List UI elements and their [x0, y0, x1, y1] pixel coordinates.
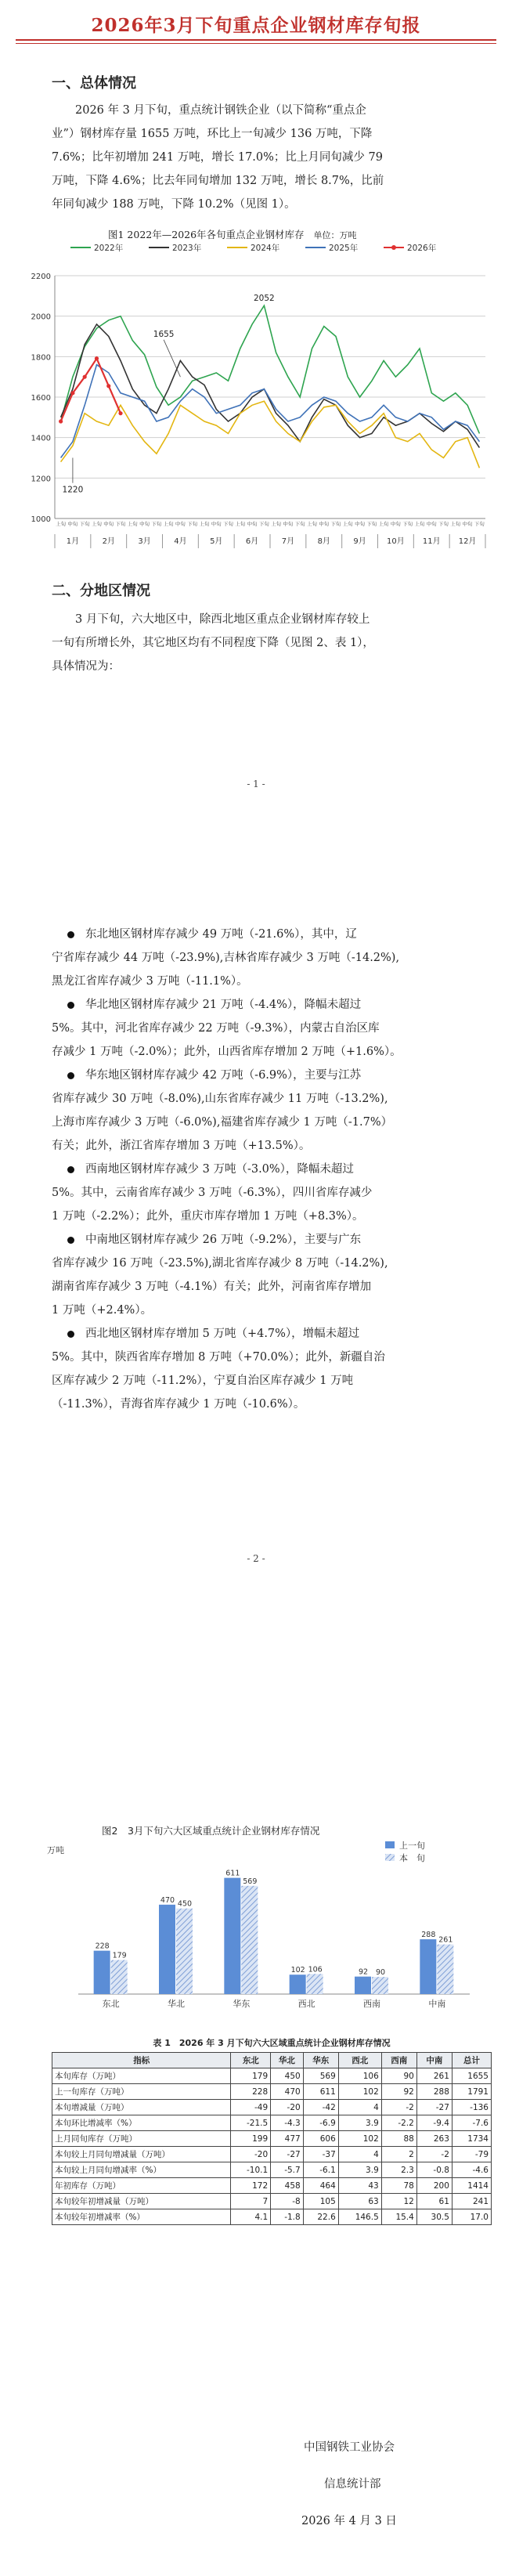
table-row	[52, 2100, 492, 2115]
bar-value-label: 90	[375, 1968, 386, 1978]
value-cell: 200	[416, 2178, 452, 2194]
x-period-label: 中旬	[319, 521, 330, 527]
value-cell: -0.8	[416, 2162, 452, 2178]
value-cell: -4.3	[271, 2115, 304, 2131]
bullet-dot	[67, 1002, 74, 1009]
value-cell: -42	[303, 2100, 338, 2115]
value-cell: 61	[416, 2194, 452, 2209]
value-cell: 1414	[452, 2178, 491, 2194]
value-cell: -4.6	[452, 2162, 491, 2178]
table-row	[52, 2178, 492, 2194]
series-point	[70, 391, 74, 395]
page-number: - 2 -	[247, 1553, 265, 1564]
y-axis-label: 万吨	[47, 1845, 64, 1855]
table-header-cell: 华东	[303, 2053, 338, 2068]
bullet-southwest: 西南地区钢材库存减少 3 万吨（-3.0%），降幅未超过 5%。其中，云南省库存减少 3 万吨（-6.3%），四川省库存减少 1 万吨（-2.2%）；此外，重庆市库存增加 1 万吨（+8.3%）。	[52, 1163, 373, 1223]
value-cell: 4	[338, 2100, 381, 2115]
value-cell: -2	[381, 2100, 416, 2115]
bar	[290, 1974, 306, 1994]
table-header-cell: 西南	[381, 2053, 416, 2068]
bullet-north: 华北地区钢材库存减少 21 万吨（-4.4%），降幅未超过 5%。其中，河北省库存减少 22 万吨（-9.3%），内蒙古自治区库 存减少 1 万吨（-2.0%）；此外，山西省库存增加 2 万吨（+1.6%）。	[52, 999, 402, 1058]
y-tick-label: 2000	[31, 313, 51, 322]
value-cell: 228	[231, 2084, 271, 2100]
value-cell: 450	[271, 2068, 304, 2084]
x-period-label: 上旬	[271, 521, 282, 527]
bar-value-label: 470	[160, 1895, 175, 1905]
value-cell: -2.2	[381, 2115, 416, 2131]
value-cell: 90	[381, 2068, 416, 2084]
para-line: 一旬有所增长外，其它地区均有不同程度下降（见图 2、表 1），	[52, 637, 374, 649]
value-cell: 63	[338, 2194, 381, 2209]
x-period-label: 中旬	[67, 521, 78, 527]
legend-entry	[149, 243, 202, 253]
signature-date: 2026 年 4 月 3 日	[301, 2515, 397, 2527]
value-cell: 477	[271, 2131, 304, 2147]
chart1-line-chart	[23, 240, 493, 569]
x-period-label: 下旬	[366, 521, 377, 527]
value-cell: 2	[381, 2147, 416, 2162]
bullet-east: 华东地区钢材库存减少 42 万吨（-6.9%），主要与江苏 省库存减少 30 万吨（-8.0%),山东省库存减少 11 万吨（-13.2%), 上海市库存减少 3 万吨（-6.0%),福建省库存减少 1 万吨（-1.7%） 有关；此外，浙江省库存增加 3 万吨（+13.5%）。	[52, 1069, 393, 1152]
value-cell: -8	[271, 2194, 304, 2209]
value-cell: 12	[381, 2194, 416, 2209]
bullet-dot	[67, 1237, 74, 1244]
row-label-cell: 本旬较年初增减量（万吨）	[52, 2194, 231, 2209]
bar-value-label: 261	[438, 1935, 453, 1945]
bar	[355, 1977, 371, 1994]
title-rule-bottom	[16, 43, 496, 44]
bullet-dot	[67, 1072, 74, 1079]
legend-marker	[391, 245, 396, 250]
bullet-northeast: 东北地区钢材库存减少 49 万吨（-21.6%），其中，辽 宁省库存减少 44 万吨（-23.9%),吉林省库存减少 3 万吨（-14.2%), 黑龙江省库存减少 3 万吨（-11.1%）。	[52, 928, 400, 988]
value-cell: -37	[303, 2147, 338, 2162]
x-period-label: 上旬	[56, 521, 67, 527]
value-cell: 464	[303, 2178, 338, 2194]
table-header-cell: 指标	[52, 2053, 231, 2068]
bar	[307, 1974, 323, 1994]
value-cell: 2.3	[381, 2162, 416, 2178]
x-period-label: 下旬	[402, 521, 413, 527]
legend-label: 本 旬	[399, 1853, 425, 1863]
value-cell: -49	[231, 2100, 271, 2115]
section2-heading: 二、分地区情况	[52, 583, 150, 599]
table-row	[52, 2209, 492, 2225]
category-label: 华东	[233, 1999, 251, 2009]
series-line	[61, 324, 480, 448]
section1-heading: 一、总体情况	[52, 75, 136, 92]
bar	[241, 1886, 258, 1994]
bar	[224, 1878, 240, 1994]
row-label-cell: 本旬库存（万吨）	[52, 2068, 231, 2084]
x-period-label: 中旬	[283, 521, 294, 527]
x-period-label: 上旬	[414, 521, 425, 527]
bar	[94, 1951, 110, 1994]
x-period-label: 上旬	[127, 521, 138, 527]
bullet-central-south: 中南地区钢材库存减少 26 万吨（-9.2%），主要与广东 省库存减少 16 万吨（-23.5%),湖北省库存减少 8 万吨（-14.2%), 湖南省库存减少 3 万吨（-4.1%）有关；此外，河南省库存增加 1 万吨（+2.4%）。	[52, 1234, 388, 1317]
signature-org: 中国钢铁工业协会	[304, 2441, 395, 2454]
value-cell: 288	[416, 2084, 452, 2100]
series-line	[61, 305, 480, 433]
value-cell: 22.6	[303, 2209, 338, 2225]
legend-label: 2024年	[251, 244, 280, 253]
value-cell: -5.7	[271, 2162, 304, 2178]
value-cell: 241	[452, 2194, 491, 2209]
value-cell: 15.4	[381, 2209, 416, 2225]
para-line: 万吨，下降 4.6%；比去年同旬增加 132 万吨，增长 8.7%，比前	[52, 175, 384, 187]
value-cell: 458	[271, 2178, 304, 2194]
value-cell: 261	[416, 2068, 452, 2084]
series-point	[83, 375, 87, 379]
x-period-label: 中旬	[247, 521, 258, 527]
section2-intro	[52, 608, 490, 678]
table-row	[52, 2131, 492, 2147]
annotation-label: 2052	[253, 294, 275, 304]
chart1-title: 图1 2022年—2026年各旬重点企业钢材库存 单位：万吨	[108, 229, 357, 240]
value-cell: 4	[338, 2147, 381, 2162]
value-cell: -27	[271, 2147, 304, 2162]
table-row	[52, 2084, 492, 2100]
x-period-label: 中旬	[139, 521, 150, 527]
table-header-cell: 西北	[338, 2053, 381, 2068]
para-line: 3 月下旬，六大地区中，除西北地区重点企业钢材库存较上	[75, 613, 370, 626]
value-cell: 1734	[452, 2131, 491, 2147]
bar	[111, 1960, 128, 1994]
series-line	[61, 401, 480, 468]
x-period-label: 上旬	[306, 521, 317, 527]
legend-label: 2022年	[94, 244, 124, 253]
y-tick-label: 1000	[31, 515, 51, 524]
value-cell: 92	[381, 2084, 416, 2100]
row-label-cell: 年初库存（万吨）	[52, 2178, 231, 2194]
x-period-label: 中旬	[390, 521, 401, 527]
value-cell: 105	[303, 2194, 338, 2209]
x-period-label: 中旬	[355, 521, 366, 527]
title-rule-top	[16, 39, 496, 41]
x-period-label: 上旬	[378, 521, 389, 527]
value-cell: 7	[231, 2194, 271, 2209]
bar-value-label: 179	[112, 1951, 127, 1960]
value-cell: 4.1	[231, 2209, 271, 2225]
y-tick-label: 1400	[31, 434, 51, 443]
x-period-label: 下旬	[151, 521, 162, 527]
value-cell: -21.5	[231, 2115, 271, 2131]
para-line: 具体情况为：	[52, 660, 120, 673]
value-cell: 30.5	[416, 2209, 452, 2225]
category-label: 中南	[428, 1999, 446, 2009]
x-month-label: 9月	[353, 537, 366, 546]
page-number: - 1 -	[247, 779, 265, 789]
value-cell: -10.1	[231, 2162, 271, 2178]
x-period-label: 下旬	[79, 521, 90, 527]
value-cell: 179	[231, 2068, 271, 2084]
value-cell: 1655	[452, 2068, 491, 2084]
row-label-cell: 上月同旬库存（万吨）	[52, 2131, 231, 2147]
value-cell: 611	[303, 2084, 338, 2100]
para-line: 2026 年 3 月下旬，重点统计钢铁企业（以下简称“重点企	[75, 104, 366, 117]
bar	[176, 1909, 193, 1994]
x-period-label: 下旬	[438, 521, 449, 527]
value-cell: 146.5	[338, 2209, 381, 2225]
value-cell: 1791	[452, 2084, 491, 2100]
legend-swatch	[385, 1841, 395, 1848]
value-cell: 102	[338, 2084, 381, 2100]
category-label: 西北	[297, 1999, 315, 2009]
category-label: 东北	[102, 1999, 120, 2009]
value-cell: -20	[271, 2100, 304, 2115]
series-point	[59, 419, 63, 423]
report-title: 2026年3月下旬重点企业钢材库存旬报	[91, 15, 421, 36]
x-period-label: 中旬	[211, 521, 222, 527]
bar-value-label: 92	[358, 1967, 369, 1977]
x-month-label: 11月	[422, 537, 441, 546]
x-period-label: 上旬	[450, 521, 461, 527]
value-cell: 569	[303, 2068, 338, 2084]
x-month-label: 2月	[102, 537, 115, 546]
legend-entry	[384, 243, 437, 253]
para-line: 7.6%；比年初增加 241 万吨，增长 17.0%；比上月同旬减少 79	[52, 151, 383, 164]
x-month-label: 8月	[317, 537, 330, 546]
table1	[52, 2052, 492, 2225]
value-cell: 3.9	[338, 2115, 381, 2131]
bar-value-label: 106	[308, 1965, 323, 1974]
x-period-label: 下旬	[115, 521, 126, 527]
bullet-dot	[67, 1331, 74, 1338]
x-period-label: 上旬	[163, 521, 174, 527]
table-header-row	[52, 2053, 492, 2068]
x-period-label: 上旬	[199, 521, 210, 527]
table-row	[52, 2194, 492, 2209]
value-cell: 102	[338, 2131, 381, 2147]
annotation-label: 1655	[153, 329, 175, 339]
bar-value-label: 569	[243, 1877, 258, 1886]
bullet-northwest: 西北地区钢材库存增加 5 万吨（+4.7%），增幅未超过 5%。其中，陕西省库存增加 8 万吨（+70.0%）；此外，新疆自治 区库存减少 2 万吨（-11.2%），宁夏自治区库存减少 1 万吨 （-11.3%），青海省库存减少 1 万吨（-10.6%）。	[52, 1328, 385, 1411]
legend-label: 上一旬	[399, 1841, 425, 1851]
legend-label: 2026年	[407, 244, 437, 253]
value-cell: 78	[381, 2178, 416, 2194]
value-cell: 606	[303, 2131, 338, 2147]
x-month-label: 7月	[281, 537, 295, 546]
value-cell: 263	[416, 2131, 452, 2147]
row-label-cell: 上一旬库存（万吨）	[52, 2084, 231, 2100]
bar-value-label: 228	[95, 1942, 110, 1951]
x-period-label: 上旬	[342, 521, 353, 527]
value-cell: 17.0	[452, 2209, 491, 2225]
section1-paragraph	[52, 99, 490, 216]
value-cell: -20	[231, 2147, 271, 2162]
bar	[159, 1905, 175, 1994]
series-point	[106, 384, 110, 388]
table-row	[52, 2147, 492, 2162]
row-label-cell: 本旬较上月同旬增减率（%）	[52, 2162, 231, 2178]
x-period-label: 上旬	[235, 521, 246, 527]
bar-value-label: 288	[421, 1931, 436, 1940]
x-month-label: 10月	[387, 537, 405, 546]
table-row	[52, 2068, 492, 2084]
y-tick-label: 2200	[31, 273, 51, 281]
value-cell: -9.4	[416, 2115, 452, 2131]
chart2-title: 图2 3月下旬六大区域重点统计企业钢材库存情况	[102, 1825, 320, 1837]
value-cell: 172	[231, 2178, 271, 2194]
bar-value-label: 450	[177, 1899, 193, 1909]
value-cell: 88	[381, 2131, 416, 2147]
para-line: 年同旬减少 188 万吨，下降 10.2%（见图 1）。	[52, 198, 296, 211]
annotation-label: 1220	[62, 485, 84, 495]
x-month-label: 12月	[458, 537, 477, 546]
row-label-cell: 本旬较上月同旬增减量（万吨）	[52, 2147, 231, 2162]
x-period-label: 下旬	[474, 521, 485, 527]
x-month-label: 3月	[138, 537, 151, 546]
table-header-cell: 中南	[416, 2053, 452, 2068]
bar	[437, 1945, 453, 1994]
para-line: 业”）钢材库存量 1655 万吨，环比上一旬减少 136 万吨，下降	[52, 128, 373, 140]
y-tick-label: 1600	[31, 394, 51, 403]
x-period-label: 下旬	[330, 521, 341, 527]
series-point	[118, 411, 122, 415]
x-month-label: 4月	[174, 537, 187, 546]
category-label: 华北	[168, 1999, 185, 2009]
bar-value-label: 611	[225, 1869, 240, 1878]
y-tick-label: 1800	[31, 353, 51, 363]
value-cell: -79	[452, 2147, 491, 2162]
table-row	[52, 2115, 492, 2131]
table-header-cell: 总计	[452, 2053, 491, 2068]
bar	[372, 1977, 388, 1994]
signature-dept: 信息统计部	[324, 2478, 381, 2491]
x-month-label: 6月	[245, 537, 259, 546]
x-period-label: 下旬	[223, 521, 234, 527]
value-cell: -6.1	[303, 2162, 338, 2178]
value-cell: -27	[416, 2100, 452, 2115]
x-period-label: 中旬	[426, 521, 437, 527]
y-tick-label: 1200	[31, 475, 51, 484]
annotation-leader	[164, 340, 180, 377]
x-period-label: 下旬	[187, 521, 198, 527]
legend-swatch	[385, 1854, 395, 1861]
value-cell: 3.9	[338, 2162, 381, 2178]
x-period-label: 上旬	[91, 521, 102, 527]
bullet-dot	[67, 931, 74, 938]
value-cell: -1.8	[271, 2209, 304, 2225]
value-cell: -2	[416, 2147, 452, 2162]
value-cell: -7.6	[452, 2115, 491, 2131]
legend-label: 2023年	[172, 244, 202, 253]
x-period-label: 下旬	[258, 521, 269, 527]
legend-entry	[227, 243, 280, 253]
x-period-label: 下旬	[294, 521, 305, 527]
legend-entry	[305, 243, 359, 253]
table-header-cell: 东北	[231, 2053, 271, 2068]
x-period-label: 中旬	[462, 521, 473, 527]
category-label: 西南	[363, 1999, 380, 2009]
x-month-label: 5月	[210, 537, 223, 546]
row-label-cell: 本旬增减量（万吨）	[52, 2100, 231, 2115]
value-cell: 470	[271, 2084, 304, 2100]
chart2-bar-chart	[47, 1837, 485, 2025]
legend-label: 2025年	[329, 244, 359, 253]
row-label-cell: 本旬较年初增减率（%）	[52, 2209, 231, 2225]
x-month-label: 1月	[66, 537, 80, 546]
value-cell: 106	[338, 2068, 381, 2084]
legend-entry	[70, 243, 124, 253]
bar	[420, 1939, 436, 1994]
bar-value-label: 102	[290, 1966, 305, 1975]
value-cell: 199	[231, 2131, 271, 2147]
row-label-cell: 本旬环比增减率（%）	[52, 2115, 231, 2131]
bullet-dot	[67, 1166, 74, 1173]
table1-title: 表 1 2026 年 3 月下旬六大区域重点统计企业钢材库存情况	[153, 2038, 391, 2048]
x-period-label: 中旬	[175, 521, 186, 527]
table-row	[52, 2162, 492, 2178]
value-cell: -136	[452, 2100, 491, 2115]
value-cell: -6.9	[303, 2115, 338, 2131]
x-period-label: 中旬	[103, 521, 114, 527]
table-header-cell: 华北	[271, 2053, 304, 2068]
value-cell: 43	[338, 2178, 381, 2194]
series-point	[95, 356, 99, 360]
